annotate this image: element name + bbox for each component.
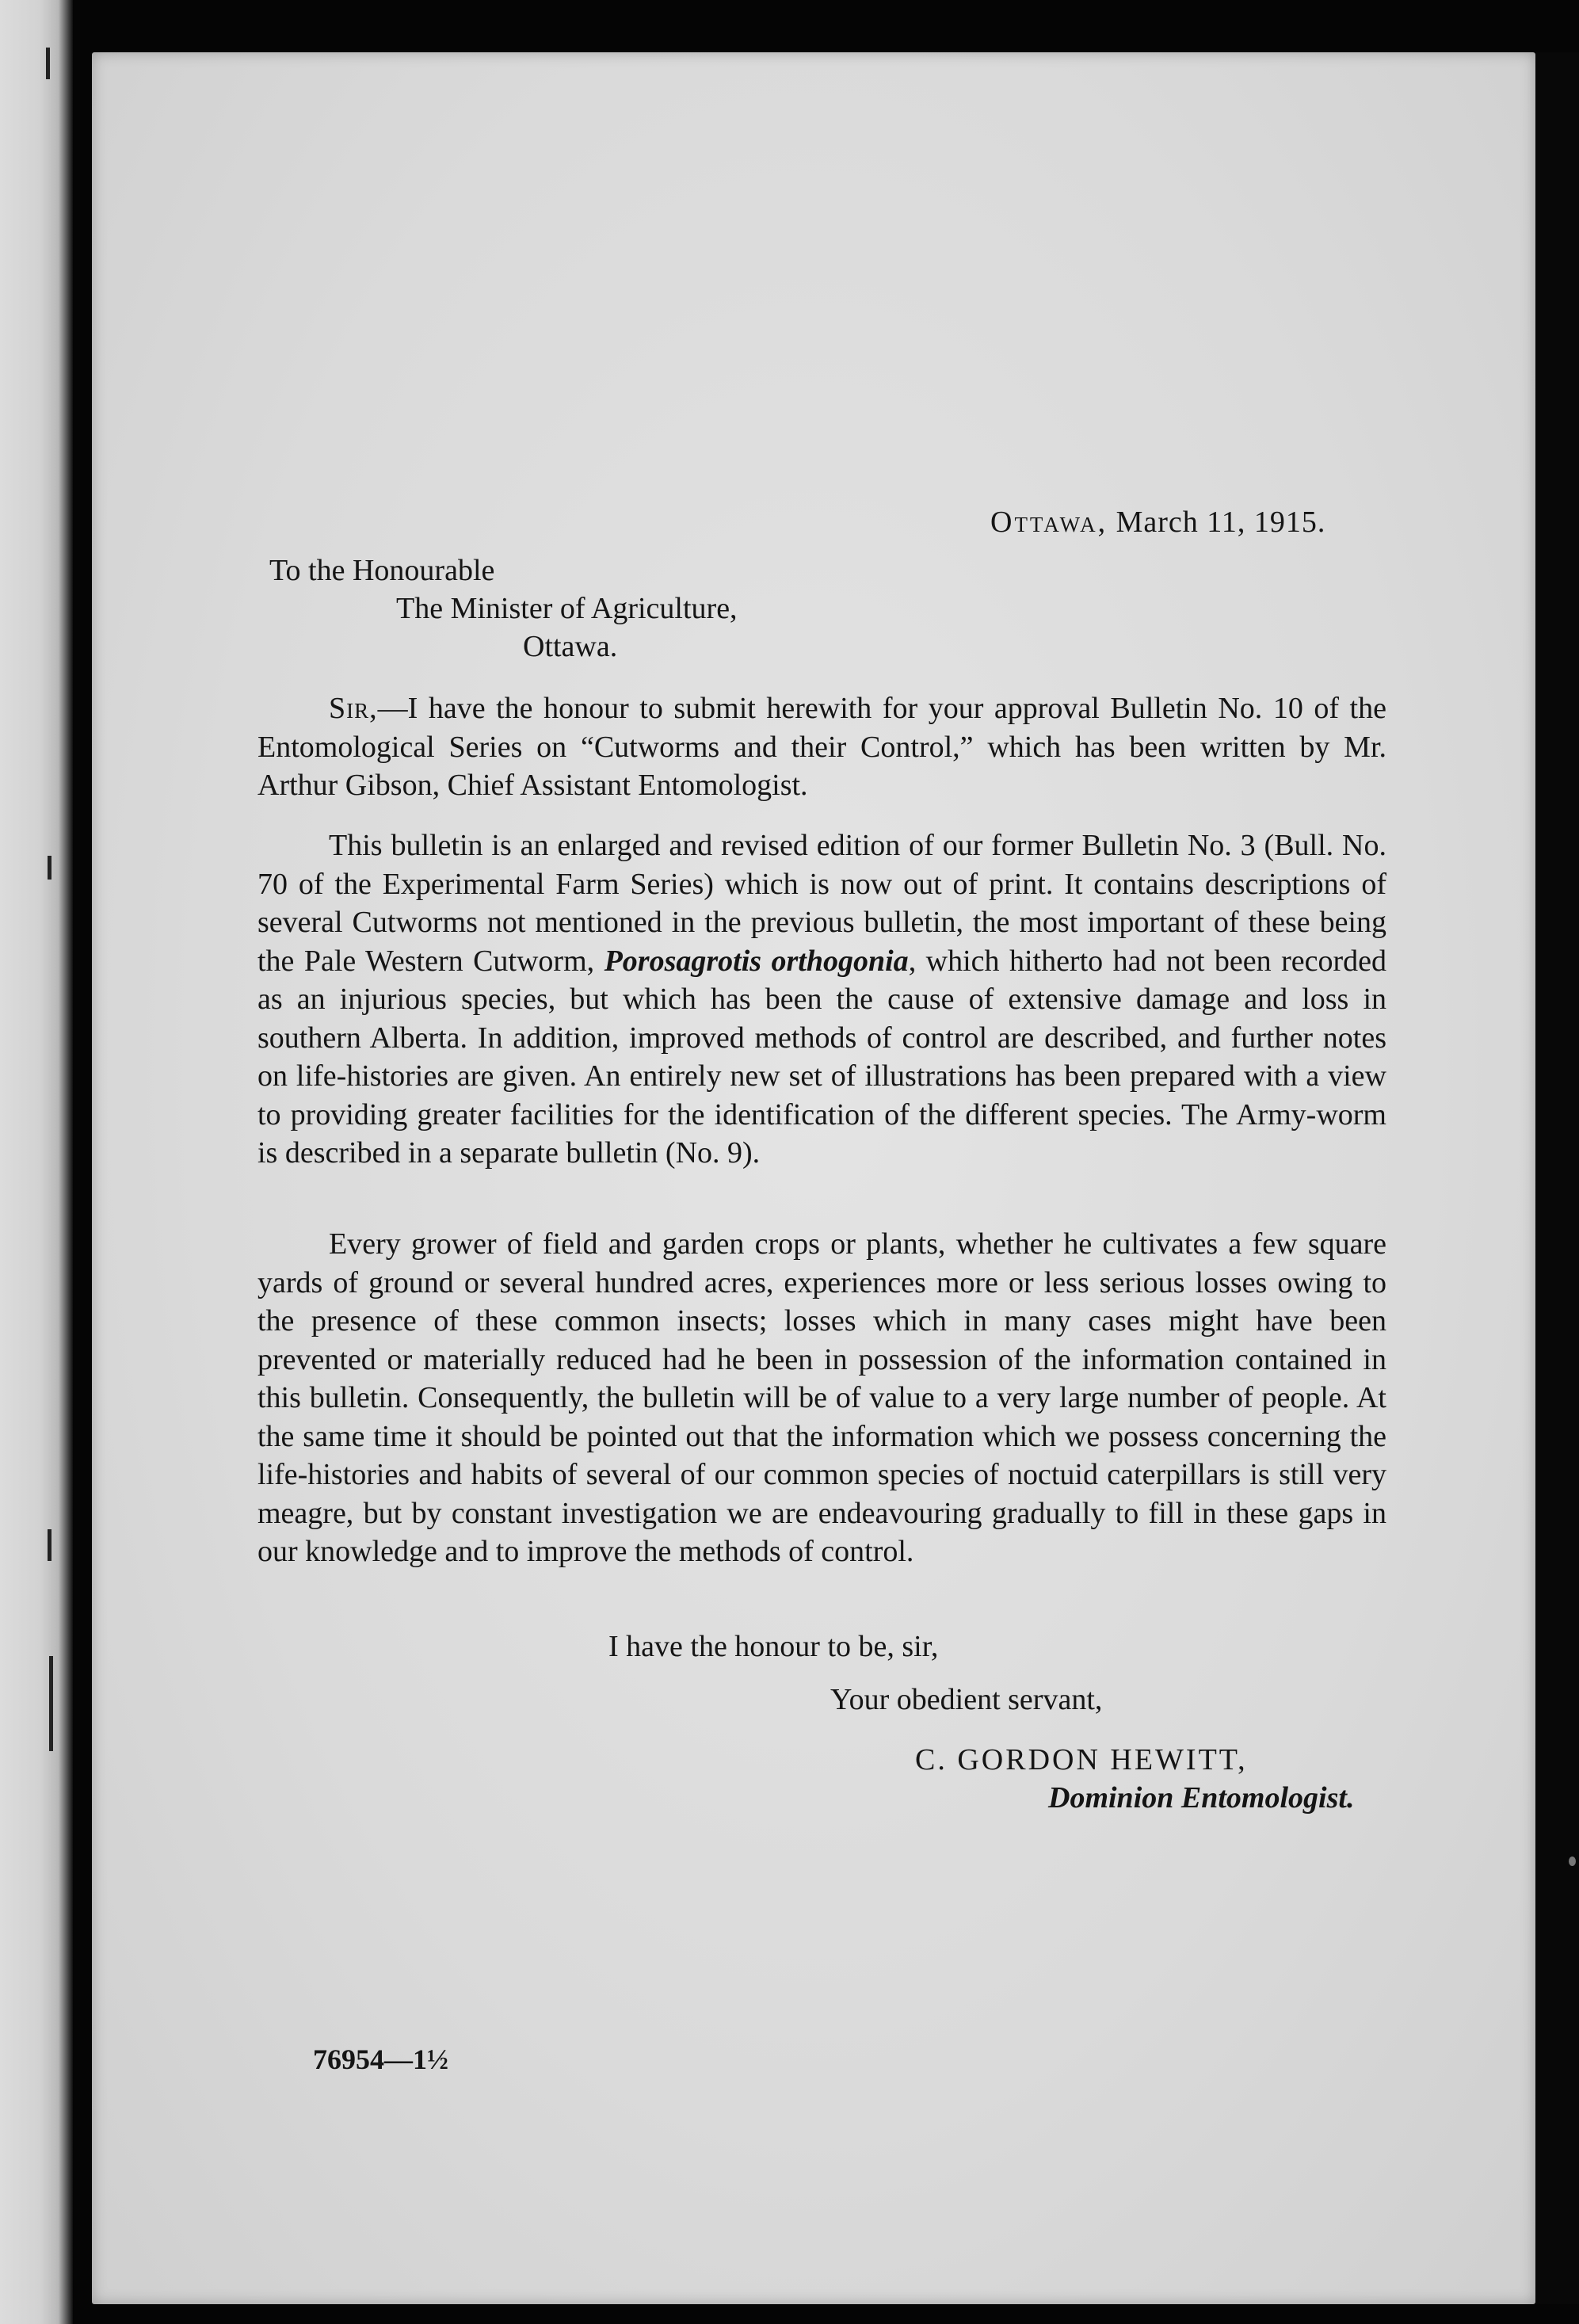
- paragraph-1-text: —I have the honour to submit herewith for your approval Bulletin No. 10 of the Entomological Series on “Cutworms and their Control,” which has been written by Mr. Arthur Gibson, Chief Assistant Entomologist.: [257, 692, 1386, 802]
- signature-title: Dominion Entomologist.: [1048, 1781, 1355, 1815]
- paragraph-3: [257, 1225, 1386, 1571]
- document-page: [92, 52, 1535, 2304]
- address-line-2: The Minister of Agriculture,: [396, 592, 738, 625]
- edge-mark: [48, 856, 51, 880]
- edge-mark: [49, 1656, 53, 1751]
- edge-mark: [46, 48, 50, 79]
- previous-page-edge: [0, 0, 73, 2324]
- closing-line-2: Your obedient servant,: [830, 1683, 1103, 1716]
- closing-line-1: I have the honour to be, sir,: [608, 1630, 939, 1663]
- dateline: [990, 504, 1325, 540]
- page-edge-shadow: [1535, 52, 1579, 2304]
- species-name: Porosagrotis orthogonia: [604, 944, 909, 978]
- printer-code: 76954—1½: [313, 2044, 448, 2075]
- address-line-3: Ottawa.: [523, 630, 618, 663]
- paragraph-1: [257, 689, 1386, 805]
- address-line-1: To the Honourable: [269, 554, 495, 587]
- dateline-date: March 11, 1915.: [1116, 506, 1326, 539]
- paragraph-2-text-b: , which hitherto had not been recorded as an injurious species, but which has been the cause of extensive damage and loss in southern Alberta. In addition, improved methods of control are described, and further notes on life-histories are given. An entirely new set of illustrations has been prepared with a view to providing greater facilities for the identification of the different species. The Army-worm is described in a separate bulletin (No. 9).: [257, 944, 1387, 1170]
- salutation: Sir,: [329, 692, 378, 725]
- dateline-place: Ottawa,: [990, 506, 1108, 539]
- paragraph-2: [257, 826, 1386, 1173]
- paragraph-3-text: Every grower of field and garden crops or plants, whether he cultivates a few square yards of ground or several hundred acres, experiences more or less serious losses owing to the presence of these common insects; losses which in many cases might have been prevented or materially reduced had he been in possession of the information contained in this bulletin. Consequently, the bulletin will be of value to a very large number of people. At the same time it should be pointed out that the information which we possess concerning the life-histories and habits of several of our common species of noctuid caterpillars is still very meagre, but by constant investigation we are endeavouring gradually to fill in these gaps in our knowledge and to improve the methods of control.: [257, 1227, 1386, 1568]
- paragraph-2-text-a: This bulletin is an enlarged and revised edition of our former Bulletin No. 3 (Bull. No. 70 of the Experimental Farm Series) which is now out of print. It contains descriptions of several Cutworms not mentioned in the previous bulletin, the most important of these being the Pale Western Cutworm,: [257, 829, 1386, 978]
- edge-mark: [48, 1529, 51, 1561]
- signature-name: C. GORDON HEWITT,: [915, 1743, 1248, 1776]
- scan-speck: [1569, 1857, 1576, 1866]
